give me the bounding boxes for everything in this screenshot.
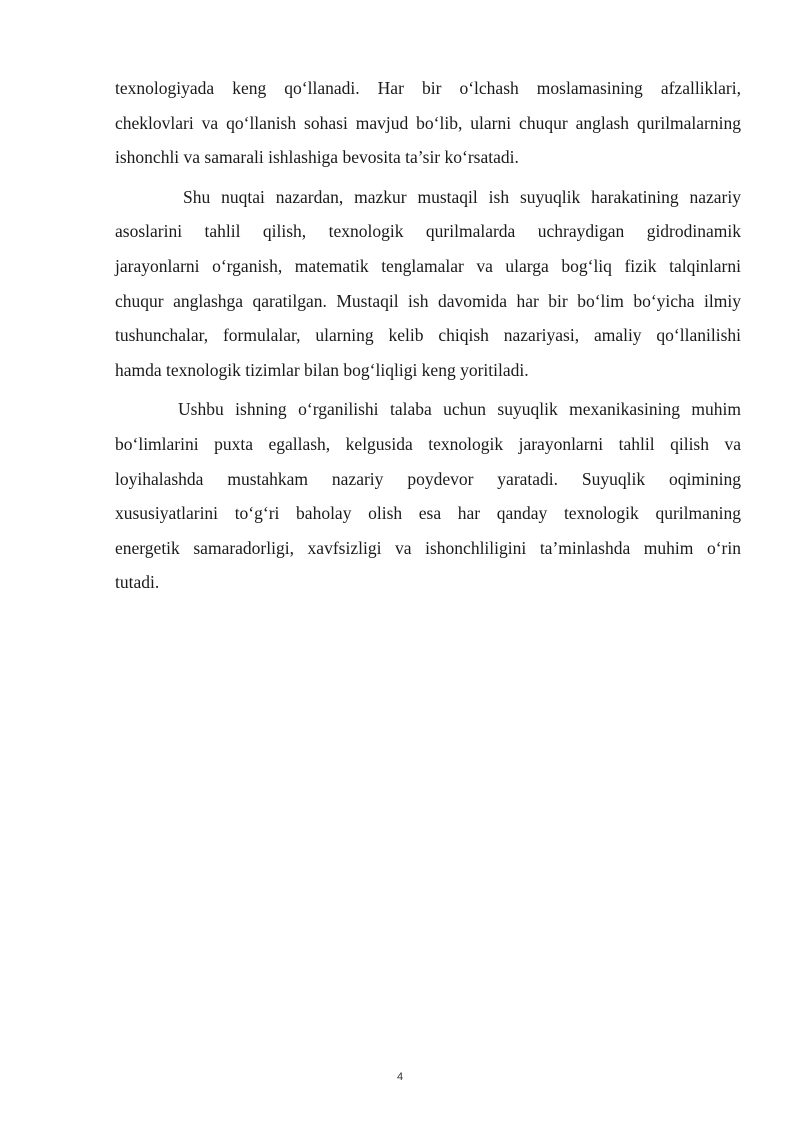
text-line: tushunchalar, formulalar, ularning kelib chiqish nazariyasi, amaliy qo‘llanilishi [115, 325, 741, 346]
page-number: 4 [396, 1071, 404, 1083]
text-line: asoslarini tahlil qilish, texnologik qurilmalarda uchraydigan gidrodinamik [115, 221, 741, 242]
paragraph-purpose [115, 180, 741, 388]
paragraph-intro-continuation [115, 71, 741, 175]
text-line: Ushbu ishning o‘rganilishi talaba uchun suyuqlik mexanikasining muhim [178, 399, 741, 420]
document-body [115, 71, 741, 600]
text-line: texnologiyada keng qo‘llanadi. Har bir o‘lchash moslamasining afzalliklari, [115, 78, 741, 98]
text-line: loyihalashda mustahkam nazariy poydevor yaratadi. Suyuqlik oqimining [115, 468, 741, 489]
text-line: tutadi. [115, 572, 160, 593]
text-line: cheklovlari va qo‘llanish sohasi mavjud bo‘lib, ularni chuqur anglash qurilmalarning [115, 112, 741, 133]
text-line: jarayonlarni o‘rganish, matematik tenglamalar va ularga bog‘liq fizik talqinlarni [115, 255, 741, 276]
text-line: ishonchli va samarali ishlashiga bevosita ta’sir ko‘rsatadi. [115, 147, 519, 168]
text-line: hamda texnologik tizimlar bilan bog‘liqligi keng yoritiladi. [115, 359, 529, 380]
text-line: chuqur anglashga qaratilgan. Mustaqil ish davomida har bir bo‘lim bo‘yicha ilmiy [115, 290, 741, 311]
paragraph-significance [115, 392, 741, 600]
text-line: bo‘limlarini puxta egallash, kelgusida texnologik jarayonlarni tahlil qilish va [115, 433, 741, 454]
text-line: Shu nuqtai nazardan, mazkur mustaqil ish suyuqlik harakatining nazariy [183, 186, 741, 207]
text-line: xususiyatlarini to‘g‘ri baholay olish esa har qanday texnologik qurilmaning [115, 503, 741, 524]
text-line: energetik samaradorligi, xavfsizligi va ishonchliligini ta’minlashda muhim o‘rin [115, 537, 741, 558]
